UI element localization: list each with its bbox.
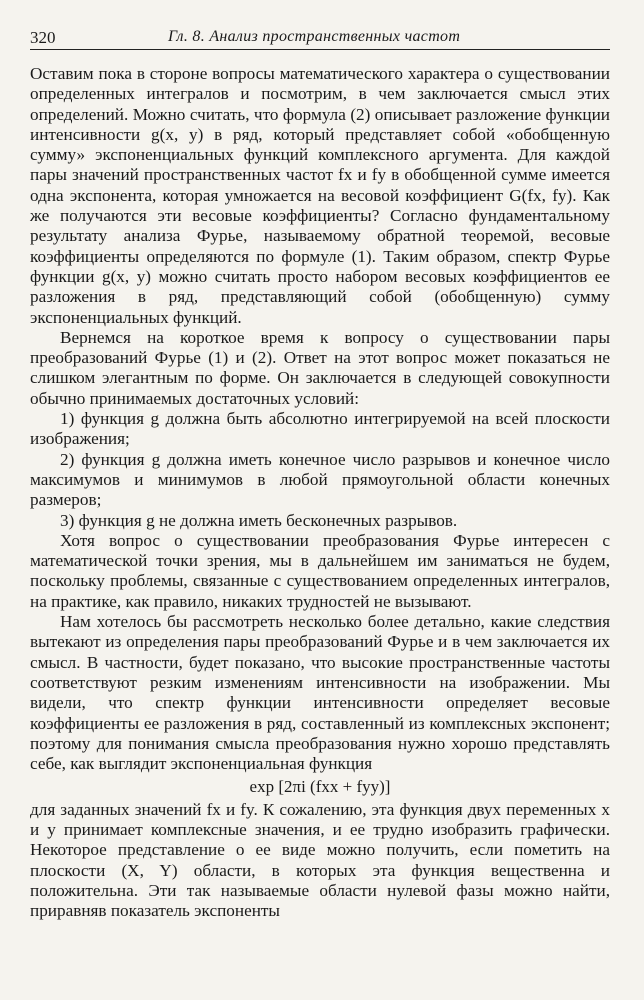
condition-item: 3) функция g не должна иметь бесконечных разрывов. (60, 510, 458, 530)
paragraph: Вернемся на короткое время к вопросу о существовании пары преобразований Фурье (1) и (2). Ответ на этот вопрос может показаться не слишком элегантным по форме. Он заключается в следующей совокупности обычно принимаемых достаточных условий: (30, 327, 610, 408)
formula: exp [2πi (fxx + fyy)] (249, 777, 391, 797)
paragraph: Хотя вопрос о существовании преобразования Фурье интересен с математической точки зрения, мы в дальнейшем им заниматься не будем, поскольку проблемы, связанные с существованием определенных интегралов, на практике, как правило, никаких трудностей не вызывают. (30, 530, 610, 611)
condition-item: 1) функция g должна быть абсолютно интегрируемой на всей плоскости изображения; (30, 409, 610, 449)
running-title: Гл. 8. Анализ пространственных частот (168, 28, 461, 45)
body-text (30, 64, 610, 921)
page-header (30, 28, 610, 50)
page-number: 320 (30, 28, 56, 47)
condition-item: 2) функция g должна иметь конечное число разрывов и конечное число максимумов и минимумов в любой прямоугольной области конечных размеров; (30, 449, 610, 510)
paragraph: для заданных значений fx и fy. К сожалению, эта функция двух переменных x и y принимает комплексные значения, и ее трудно изобразить графически. Некоторое представление о ее виде можно получить, если пометить на плоскости (X, Y) области, в которых эта функция вещественна и положительна. Эти так называемые области нулевой фазы можно найти, приравняв показатель экспоненты (30, 799, 610, 921)
paragraph: Нам хотелось бы рассмотреть несколько более детально, какие следствия вытекают из определения пары преобразований Фурье и в чем заключается их смысл. В частности, будет показано, что высокие пространственные частоты соответствуют резким изменениям интенсивности на изображении. Мы видели, что спектр функции интенсивности определяет весовые коэффициенты ее разложения в ряд, составленный из комплексных экспонент; поэтому для понимания смысла преобразования нужно хорошо представлять себе, как выглядит экспоненциальная функция (30, 612, 610, 774)
paragraph: Оставим пока в стороне вопросы математического характера о существовании определенных интегралов и посмотрим, в чем заключается смысл этих определений. Можно считать, что формула (2) описывает разложение функции интенсивности g(x, y) в ряд, который представляет собой «обобщенную сумму» экспоненциальных функций комплексного аргумента. Для каждой пары значений пространственных частот fx и fy в обобщенной сумме имеется одна экспонента, которая умножается на весовой коэффициент G(fx, fy). Как же получаются эти весовые коэффициенты? Согласно фундаментальному результату анализа Фурье, называемому обратной теоремой, весовые коэффициенты определяются по формуле (1). Таким образом, спектр Фурье функции g(x, y) можно считать просто набором весовых коэффициентов ее разложения в ряд, представляющий собой (обобщенную) сумму экспоненциальных функций. (30, 64, 610, 327)
